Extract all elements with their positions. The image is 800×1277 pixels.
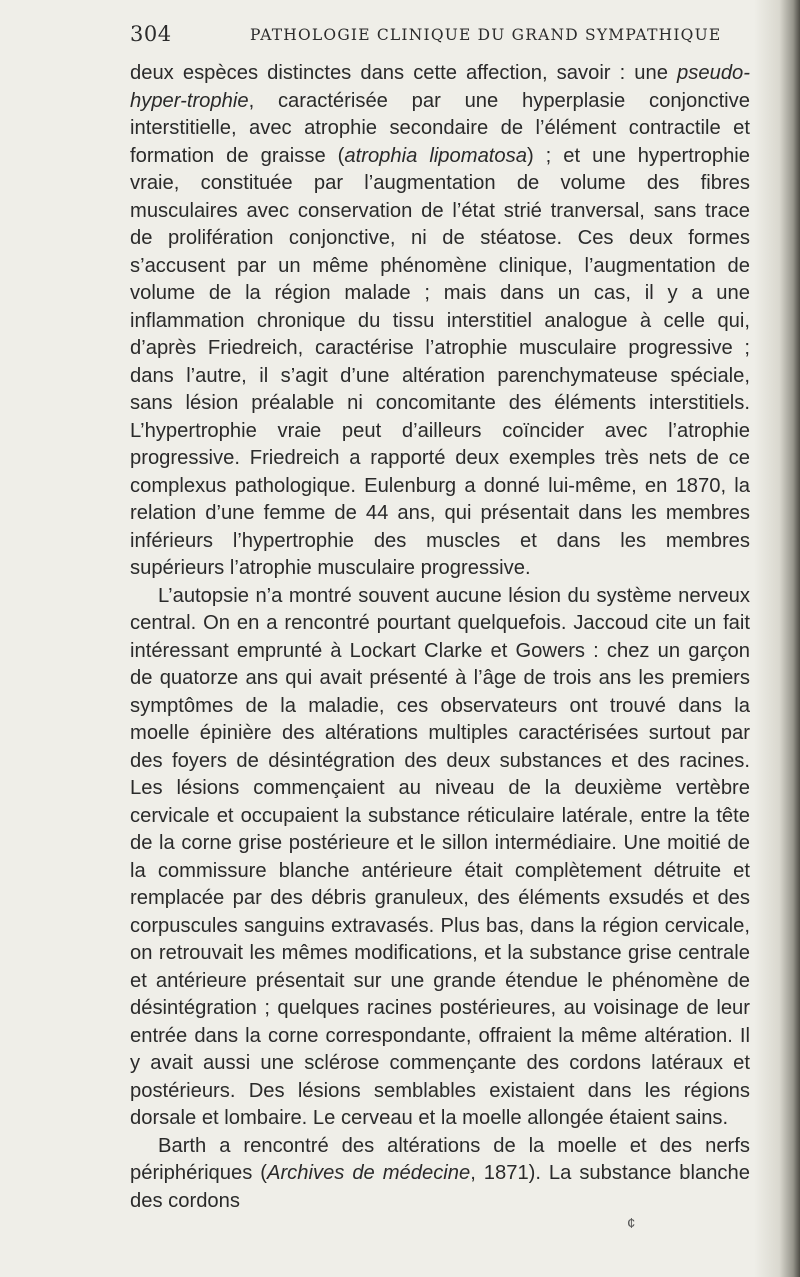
running-head: PATHOLOGIE CLINIQUE DU GRAND SYMPATHIQUE: [250, 26, 722, 44]
text-run: L’autopsie n’a montré souvent aucune lésion du système nerveux central. On en a rencontré pourtant quelquefois. Jaccoud cite un fait intéressant emprunté à Lockart Clarke et Gowers : chez un garçon de quatorze ans qui avait présenté à l’âge de trois ans les premiers symptômes de la maladie, ces observateurs ont trouvé dans la moelle épinière des altérations multiples caractérisées surtout par des foyers de désintégration des deux substances et des racines. Les lésions commençaient au niveau de la deuxième vertèbre cervicale et occupaient la substance réticulaire latérale, entre la tête de la corne grise postérieure et le sillon intermédiaire. Une moitié de la commissure blanche antérieure était complètement détruite et remplacée par des débris granuleux, des éléments exsudés et des corpuscules sanguins extravasés. Plus bas, dans la région cervicale, on retrouvait les mêmes modifications, et la substance grise centrale et antérieure présentait sur une grande étendue le phénomène de désintégration ; quelques racines postérieures, au voisinage de leur entrée dans la corne correspondante, offraient la même altération. Il y avait aussi une sclérose commençante des cordons latéraux et postérieurs. Des lésions semblables existaient dans les régions dorsale et lombaire. Le cerveau et la moelle allongée étaient sains.: [130, 584, 750, 1129]
paragraph-3: [130, 1133, 750, 1216]
body-text: [130, 60, 750, 1215]
italic-term: pseudo-hyper-trophie: [130, 62, 750, 112]
text-run: deux espèces distinctes dans cette affection, savoir : une: [130, 62, 678, 84]
paragraph-1: [130, 60, 750, 583]
text-run: ) ; et une hypertrophie vraie, constituée par l’augmentation de volume des fibres musculaires avec conservation de l’état strié tranversal, sans trace de prolifération conjonctive, ni de stéatose. Ces deux formes s’accusent par un même phénomène clinique, l’augmentation de volume de la région malade ; mais dans un cas, il y a une inflammation chronique du tissu interstitiel analogue à celle qui, d’après Friedreich, caractérise l’atrophie musculaire progressive ; dans l’autre, il s’agit d’une altération parenchymateuse spéciale, sans lésion préalable ni concomitante des éléments interstitiels. L’hypertrophie vraie peut d’ailleurs coïncider avec l’atrophie progressive. Friedreich a rapporté deux exemples très nets de ce complexus pathologique. Eulenburg a donné lui-même, en 1870, la relation d’une femme de 44 ans, qui présentait dans les membres inférieurs l’hypertrophie des muscles et dans les membres supérieurs l’atrophie musculaire progressive.: [130, 144, 751, 579]
text-run: , 1871). La substance blanche des cordons: [130, 1162, 750, 1212]
page-header: [130, 22, 730, 52]
italic-citation: Archives de médecine: [266, 1162, 471, 1184]
stray-mark: ¢: [627, 1215, 636, 1232]
italic-term: atrophia lipomatosa: [344, 144, 527, 167]
paragraph-2: [130, 583, 750, 1133]
page-number: 304: [130, 22, 172, 46]
text-run: Barth a rencontré des altérations de la moelle et des nerfs périphériques (: [130, 1134, 750, 1184]
text-run: , caractérisée par une hyperplasie conjonctive interstitielle, avec atrophie secondaire de l’élément contractile et formation de graisse (: [130, 89, 750, 167]
